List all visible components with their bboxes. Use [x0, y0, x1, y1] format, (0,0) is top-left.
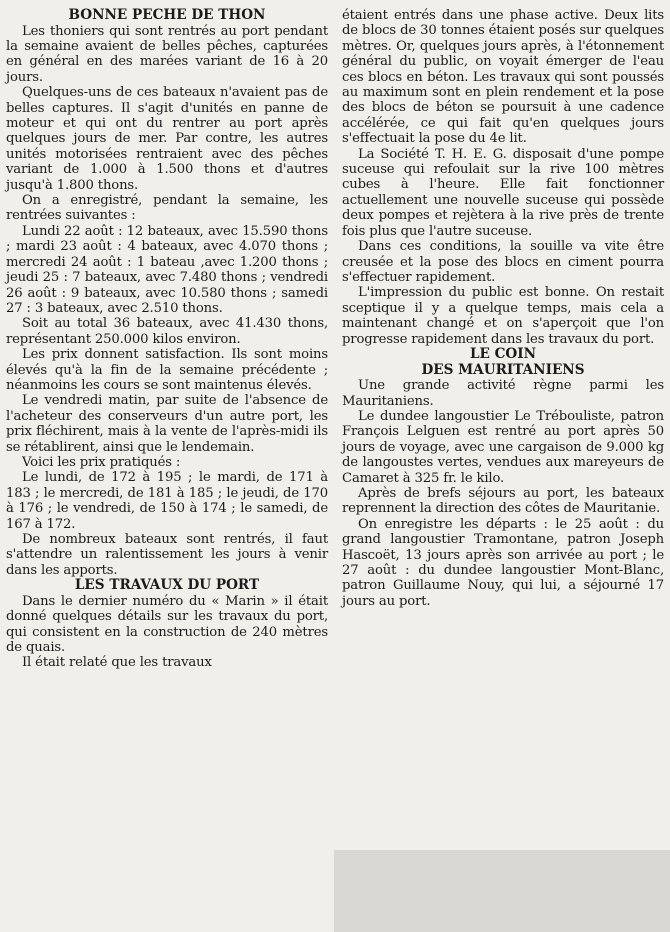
heading-travaux-du-port: LES TRAVAUX DU PORT: [74, 577, 260, 594]
paragraph: On a enregistré, pendant la semaine, les rentrées suivantes :: [6, 193, 328, 224]
paragraph: De nombreux bateaux sont rentrés, il faut s'attendre un ralentissement les jours à venir dans les apports.: [6, 532, 328, 578]
paragraph: Les thoniers qui sont rentrés au port pendant la semaine avaient de belles pêches, capturées en général en des marées variant de 16 à 20 jours.: [6, 23, 328, 85]
paragraph: étaient entrés dans une phase active. Deux lits de blocs de 30 tonnes étaient posés sur quelques mètres. Or, quelques jours après, à l'étonnement général du public, on voyait émerger de l'eau ces blocs en béton. Les travaux qui sont poussés au maximum sont en plein rendement et la pose des blocs de béton se poursuit à une cadence accélérée, ce qui fait qu'en quelques jours s'effectuait la pose du 4e lit.: [342, 8, 664, 147]
paragraph: Après de brefs séjours au port, les bateaux reprennent la direction des côtes de Mauritanie.: [342, 485, 664, 517]
paragraph: Le vendredi matin, par suite de l'absence de l'acheteur des conserveurs d'un autre port, les prix fléchirent, mais à la vente de l'après-midi ils se rétablirent, ainsi que le lendemain.: [6, 393, 328, 455]
heading-coin-des-mauritaniens: [342, 347, 664, 378]
paragraph: Dans ces conditions, la souille va vite être creusée et la pose des blocs en ciment pourra s'effectuer rapidement.: [342, 239, 664, 285]
paragraph: Les prix donnent satisfaction. Ils sont moins élevés qu'à la fin de la semaine précédente ; néanmoins les cours se sont maintenus élevés.: [6, 347, 328, 393]
paragraph: On enregistre les départs : le 25 août : du grand langoustier Tramontane, patron Joseph Hascoët, 13 jours après son arrivée au port ; le 27 août : du dundee langoustier Mont-Blanc, patron Guillaume Nouy, qui lui, a séjourné 17 jours au port.: [342, 516, 664, 609]
heading-line: LE COIN: [469, 345, 537, 362]
blank-area: [334, 850, 670, 932]
paragraph: Dans le dernier numéro du « Marin » il était donné quelques détails sur les travaux du port, qui consistent en la construction de 240 mètres de quais.: [6, 593, 328, 656]
paragraph: L'impression du public est bonne. On restait sceptique il y a quelque temps, mais cela a maintenant changé et on s'aperçoit que l'on progresse rapidement dans les travaux du port.: [342, 285, 664, 347]
paragraph: Il était relaté que les travaux: [22, 655, 212, 671]
paragraph: Lundi 22 août : 12 bateaux, avec 15.590 thons ; mardi 23 août : 4 bateaux, avec 4.070 thons ; mercredi 24 août : 1 bateau ,avec 1.200 thons ; jeudi 25 : 7 bateaux, avec 7.480 thons ; vendredi 26 août : 9 bateaux, avec 10.580 thons ; samedi 27 : 3 bateaux, avec 2.510 thons.: [6, 223, 328, 316]
paragraph: Une grande activité règne parmi les Mauritaniens.: [342, 378, 664, 409]
paragraph: Soit au total 36 bateaux, avec 41.430 thons, représentant 250.000 kilos environ.: [6, 316, 328, 347]
column-left: [6, 8, 328, 671]
paragraph: Le dundee langoustier Le Trébouliste, patron François Lelguen est rentré au port après 50 jours de voyage, avec une cargaison de 9.000 kg de langoustes vertes, vendues aux mareyeurs de Camaret à 325 fr. le kilo.: [342, 408, 664, 486]
paragraph: Quelques-uns de ces bateaux n'avaient pas de belles captures. Il s'agit d'unités en panne de moteur et qui ont du rentrer au port après quelques jours de mer. Par contre, les autres unités motorisées rentraient avec des pêches variant de 1.000 à 1.500 thons et d'autres jusqu'à 1.800 thons.: [6, 85, 328, 193]
paragraph: Le lundi, de 172 à 195 ; le mardi, de 171 à 183 ; le mercredi, de 181 à 185 ; le jeudi, de 170 à 176 ; le vendredi, de 150 à 174 ; le samedi, de 167 à 172.: [6, 470, 328, 532]
heading-line: DES MAURITANIENS: [421, 361, 585, 378]
paragraph: Voici les prix pratiqués :: [22, 454, 181, 470]
heading-bonne-peche: BONNE PECHE DE THON: [68, 7, 266, 23]
paragraph: La Société T. H. E. G. disposait d'une pompe suceuse qui refoulait sur la rive 100 mètres cubes à l'heure. Elle fait fonctionner actuellement une nouvelle suceuse qui possède deux pompes et rejètera à la rive près de trente fois plus que l'autre suceuse.: [342, 146, 664, 239]
column-right: [342, 8, 664, 609]
